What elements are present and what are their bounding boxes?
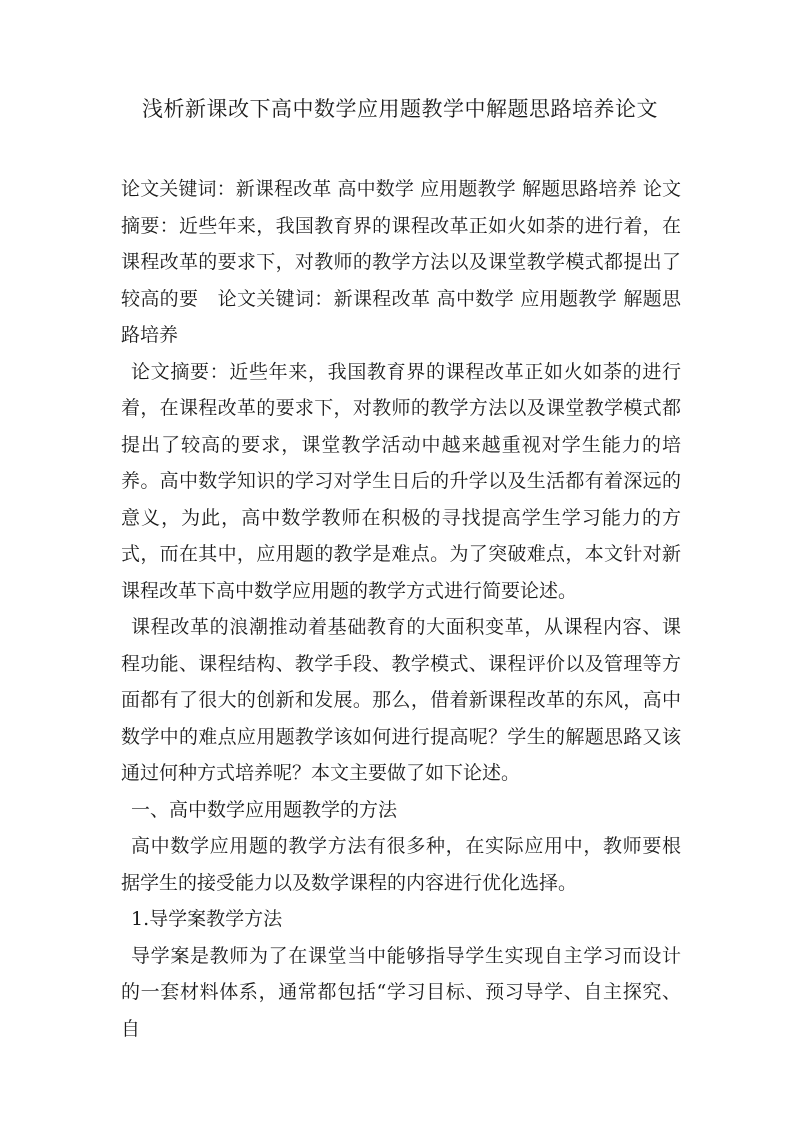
- document-title: 浅析新课改下高中数学应用题教学中解题思路培养论文: [142, 97, 658, 121]
- subsection-paragraph: 导学案是教师为了在课堂当中能够指导学生实现自主学习而设计的一套材料体系，通常都包括“学习目标、预习导学、自主探究、自: [121, 944, 681, 1040]
- section-paragraph: 高中数学应用题的教学方法有很多种，在实际应用中，教师要根据学生的接受能力以及数学课程的内容进行优化选择。: [121, 835, 681, 894]
- intro-paragraph: 课程改革的浪潮推动着基础教育的大面积变革，从课程内容、课程功能、课程结构、教学手段、教学模式、课程评价以及管理等方面都有了很大的创新和发展。那么，借着新课程改革的东风，高中数学中的难点应用题教学该如何进行提高呢？学生的解题思路又该通过何种方式培养呢？本文主要做了如下论述。: [121, 616, 681, 784]
- subsection-heading: 1.导学案教学方法: [131, 908, 283, 930]
- section-heading: 一、高中数学应用题教学的方法: [131, 798, 398, 821]
- abstract-paragraph: 论文摘要：近些年来，我国教育界的课程改革正如火如荼的进行着，在课程改革的要求下，对教师的教学方法以及课堂教学模式都提出了较高的要求，课堂教学活动中越来越重视对学生能力的培养。高中数学知识的学习对学生日后的升学以及生活都有着深远的意义，为此，高中数学教师在积极的寻找提高学生学习能力的方式，而在其中，应用题的教学是难点。为了突破难点，本文针对新课程改革下高中数学应用题的教学方式进行简要论述。: [121, 360, 681, 602]
- keywords-paragraph: 论文关键词：新课程改革 高中数学 应用题教学 解题思路培养 论文摘要：近些年来，我国教育界的课程改革正如火如荼的进行着，在课程改革的要求下，对教师的教学方法以及课堂教学模式都提出了较高的要 论文关键词：新课程改革 高中数学 应用题教学 解题思路培养: [121, 178, 681, 346]
- document-body: [121, 171, 681, 1047]
